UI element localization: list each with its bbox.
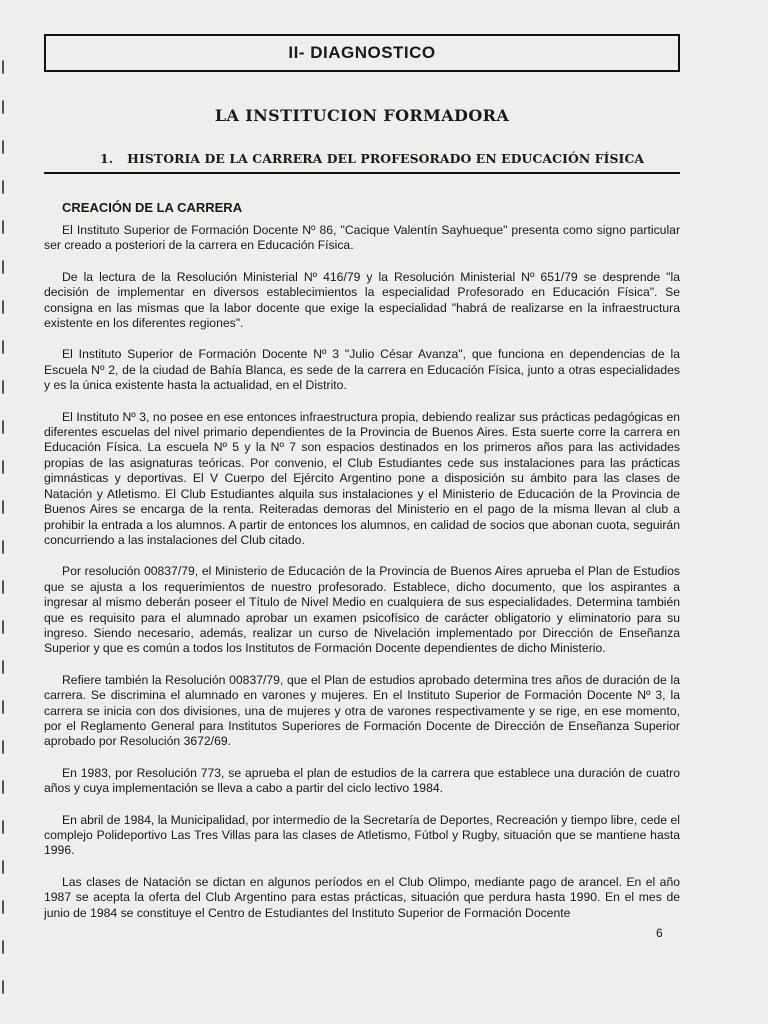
- paragraph: En 1983, por Resolución 773, se aprueba el plan de estudios de la carrera que establece una duración de cuatro años y cuya implementación se lleva a cabo a partir del ciclo lectivo 1984.: [44, 765, 680, 796]
- paragraph: Por resolución 00837/79, el Ministerio de Educación de la Provincia de Buenos Aires aprueba el Plan de Estudios que se ajusta a los requerimientos de nuestro profesorado. Establece, dicho documento, que los aspirantes a ingresar al mismo deberán poseer el Título de Nivel Medio en cualquiera de sus especialidades. Determina también que es requisito para el alumnado aprobar un examen psicofísico de carácter obligatorio y eliminatorio para su ingreso. Siendo necesario, además, realizar un curso de Nivelación implementado por Dirección de Enseñanza Superior y que es común a todos los Institutos de Formación Docente dependientes de dicho Ministerio.: [44, 564, 680, 656]
- paragraph: El Instituto Superior de Formación Docente Nº 86, "Cacique Valentín Sayhueque" presenta como signo particular ser creado a posteriori de la carrera en Educación Física.: [44, 223, 680, 253]
- document-page: [44, 34, 680, 937]
- paragraph: El Instituto Superior de Formación Docente Nº 3 "Julio César Avanza", que funciona en dependencias de la Escuela Nº 2, de la ciudad de Bahía Blanca, es sede de la carrera en Educación Física, junto a otras especialidades y es la única existente hasta la actualidad, en el Distrito.: [44, 347, 680, 393]
- subheading: CREACIÓN DE LA CARRERA: [62, 200, 243, 215]
- section-title-box: [44, 34, 680, 72]
- paragraph: De la lectura de la Resolución Ministerial Nº 416/79 y la Resolución Ministerial Nº 651/79 se desprende "la decisión de implementar en diversos establecimientos la especialidad Profesorado en Educación Física". Se consigna en las mismas que la labor docente que exige la especialidad "habrá de realizarse en la infraestructura existente en los diferentes regiones".: [44, 269, 680, 331]
- spiral-binding: [0, 0, 14, 1024]
- heading-rule: [44, 172, 680, 174]
- paragraph: Refiere también la Resolución 00837/79, que el Plan de estudios aprobado determina tres años de duración de la carrera. Se discrimina el alumnado en varones y mujeres. En el Instituto Superior de Formación Docente Nº 3, la carrera se inicia con dos divisiones, una de mujeres y otra de varones respectivamente y se rige, en ese momento, por el Reglamento General para Institutos Superiores de Formación Docente de Dirección de Enseñanza Superior aprobado por Resolución 3672/69.: [44, 672, 680, 749]
- history-heading: [44, 151, 680, 166]
- body-text: [44, 223, 680, 921]
- paragraph: El Instituto Nº 3, no posee en ese entonces infraestructura propia, debiendo realizar sus prácticas pedagógicas en diferentes escuelas del nivel primario dependientes de la Provincia de Buenos Aires. Esta suerte corre la carrera en Educación Física. La escuela Nº 5 y la Nº 7 son espacios destinados en los primeros años para las actividades propias de las asignaturas teóricas. Por convenio, el Club Estudiantes cede sus instalaciones para las prácticas gimnásticas y deportivas. El V Cuerpo del Ejército Argentino pone a disposición su ámbito para las clases de Natación y Atletismo. El Club Estudiantes alquila sus instalaciones y el Ministerio de Educación de la Provincia de Buenos Aires se encarga de la renta. Reiteradas demoras del Ministerio en el pago de la misma llevan al club a prohibir la entrada a los alumnos. A partir de entonces los alumnos, en calidad de socios que abonan cuota, seguirán concurriendo a las instalaciones del Club citado.: [44, 409, 680, 547]
- history-heading-number: 1.: [100, 151, 114, 166]
- paragraph: En abril de 1984, la Municipalidad, por intermedio de la Secretaría de Deportes, Recreación y tiempo libre, cede el complejo Polideportivo Las Tres Villas para las clases de Atletismo, Fútbol y Rugby, situación que se mantiene hasta 1996.: [44, 812, 680, 858]
- page-number: 6: [656, 926, 663, 940]
- institution-title: LA INSTITUCION FORMADORA: [214, 106, 510, 125]
- history-heading-text: HISTORIA DE LA CARRERA DEL PROFESORADO EN EDUCACIÓN FÍSICA: [127, 151, 645, 166]
- paragraph: Las clases de Natación se dictan en algunos períodos en el Club Olimpo, mediante pago de arancel. En el año 1987 se acepta la oferta del Club Argentino para estas prácticas, situación que perdura hasta 1990. En el mes de junio de 1984 se constituye el Centro de Estudiantes del Instituto Superior de Formación Docente: [44, 874, 680, 920]
- section-title: II- DIAGNOSTICO: [288, 43, 436, 62]
